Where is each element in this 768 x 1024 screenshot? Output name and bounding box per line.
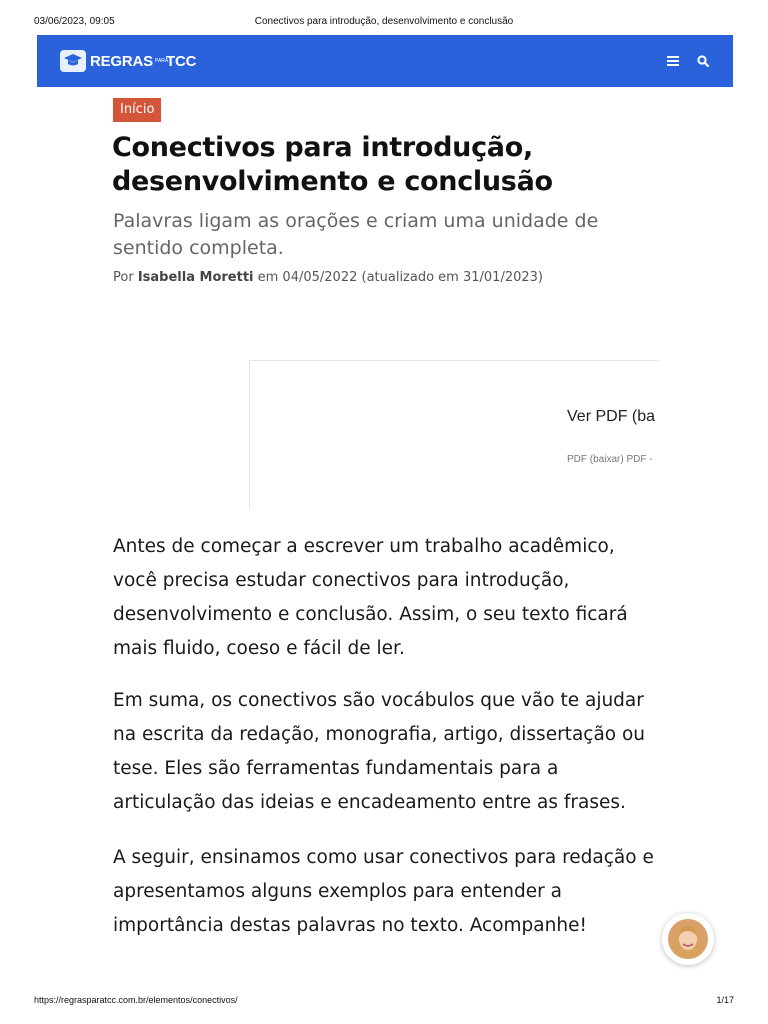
byline-prefix: Por: [113, 270, 134, 285]
pdf-embed-title[interactable]: Ver PDF (ba: [567, 408, 656, 425]
print-page-number: 1/17: [716, 995, 734, 1005]
logo-text-tcc: TCC: [165, 52, 197, 70]
logo-text-regras: REGRAS: [90, 52, 153, 70]
article-byline: [113, 270, 543, 285]
site-logo[interactable]: [60, 50, 196, 72]
print-url: https://regrasparatcc.com.br/elementos/conectivos/: [34, 995, 238, 1005]
pdf-embed-subtitle: PDF (baixar) PDF -: [567, 454, 653, 465]
avatar: [668, 919, 708, 959]
category-tag[interactable]: Início: [113, 98, 161, 122]
hamburger-menu-icon[interactable]: [664, 52, 682, 70]
article-paragraph: Antes de começar a escrever um trabalho acadêmico, você precisa estudar conectivos para introdução, desenvolvimento e conclusão. Assim, o seu texto ficará mais fluido, coeso e fácil de ler.: [113, 536, 628, 659]
logo-text-para: PARA: [154, 57, 169, 64]
article-title: Conectivos para introdução, desenvolvimento e conclusão: [112, 132, 553, 197]
print-header: [34, 16, 734, 30]
byline-date: em 04/05/2022 (atualizado em 31/01/2023): [257, 270, 543, 285]
print-date: 03/06/2023, 09:05: [34, 16, 115, 27]
site-navbar: [37, 35, 733, 87]
print-footer: [34, 995, 734, 1009]
chat-widget-button[interactable]: [662, 913, 714, 965]
pdf-download-embed[interactable]: [249, 360, 659, 509]
graduation-cap-icon: [60, 50, 86, 72]
print-document-title: Conectivos para introdução, desenvolvimento e conclusão: [254, 16, 514, 27]
search-icon[interactable]: [694, 52, 712, 70]
article-paragraph: Em suma, os conectivos são vocábulos que vão te ajudar na escrita da redação, monografia, artigo, dissertação ou tese. Eles são ferramentas fundamentais para a articulação das ideias e encadeamento entre as frases.: [113, 690, 646, 813]
article-subtitle: Palavras ligam as orações e criam uma unidade de sentido completa.: [113, 210, 599, 259]
author-link[interactable]: Isabella Moretti: [137, 270, 254, 285]
article-paragraph: A seguir, ensinamos como usar conectivos para redação e apresentamos alguns exemplos para entender a importância destas palavras no texto. Acompanhe!: [113, 847, 654, 936]
